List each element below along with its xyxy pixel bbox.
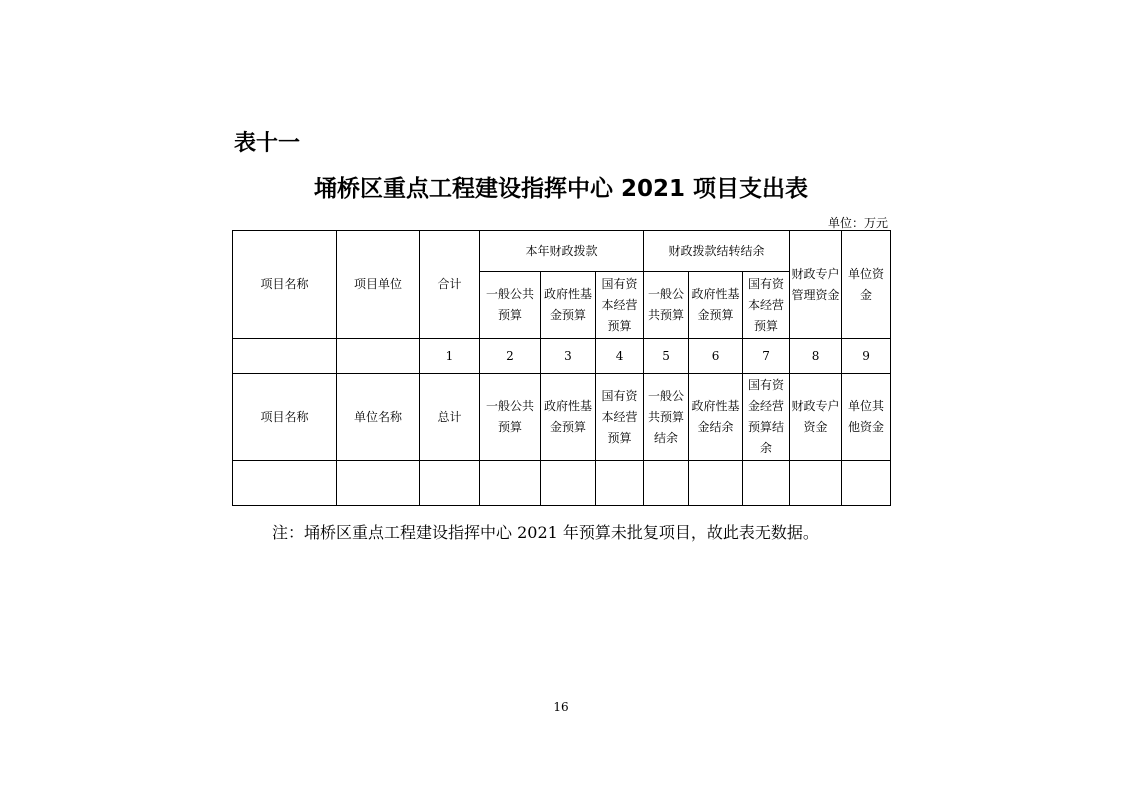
index-cell: 5 bbox=[644, 339, 689, 374]
project-expenditure-table bbox=[232, 230, 891, 506]
header2-project-name: 项目名称 bbox=[233, 374, 337, 461]
table-cell bbox=[337, 461, 420, 506]
header2-state-capital: 国有资本经营预算 bbox=[596, 374, 644, 461]
table-cell bbox=[233, 339, 337, 374]
table-cell bbox=[790, 461, 842, 506]
index-cell: 8 bbox=[790, 339, 842, 374]
unit-note: 单位：万元 bbox=[827, 216, 888, 230]
subheader-carry-general-public: 一般公共预算 bbox=[644, 272, 689, 339]
subheader-carry-gov-fund: 政府性基金预算 bbox=[689, 272, 743, 339]
index-cell: 1 bbox=[420, 339, 480, 374]
index-row bbox=[233, 339, 891, 374]
second-header-row bbox=[233, 374, 891, 461]
header2-carry-general-public: 一般公共预算结余 bbox=[644, 374, 689, 461]
header-total: 合计 bbox=[420, 231, 480, 339]
header-project-unit: 项目单位 bbox=[337, 231, 420, 339]
header-current-year-funding: 本年财政拨款 bbox=[480, 231, 644, 272]
subheader-carry-state-capital: 国有资本经营预算 bbox=[743, 272, 790, 339]
header-project-name: 项目名称 bbox=[233, 231, 337, 339]
page-title: 埇桥区重点工程建设指挥中心 2021 项目支出表 bbox=[313, 176, 809, 202]
index-cell: 7 bbox=[743, 339, 790, 374]
index-cell: 4 bbox=[596, 339, 644, 374]
header2-gov-fund: 政府性基金预算 bbox=[541, 374, 596, 461]
index-cell: 6 bbox=[689, 339, 743, 374]
subheader-gov-fund: 政府性基金预算 bbox=[541, 272, 596, 339]
table-cell bbox=[596, 461, 644, 506]
table-cell bbox=[420, 461, 480, 506]
header2-general-public: 一般公共预算 bbox=[480, 374, 541, 461]
index-cell: 3 bbox=[541, 339, 596, 374]
header-carryover-funding: 财政拨款结转结余 bbox=[644, 231, 790, 272]
table-row bbox=[233, 461, 891, 506]
subheader-state-capital: 国有资本经营预算 bbox=[596, 272, 644, 339]
table-label: 表十一 bbox=[234, 131, 301, 156]
header2-special-account: 财政专户资金 bbox=[790, 374, 842, 461]
index-cell: 2 bbox=[480, 339, 541, 374]
table-cell bbox=[337, 339, 420, 374]
header-unit-funds: 单位资金 bbox=[842, 231, 891, 339]
header-special-account: 财政专户管理资金 bbox=[790, 231, 842, 339]
header2-carry-state-capital: 国有资金经营预算结余 bbox=[743, 374, 790, 461]
header2-grand-total: 总计 bbox=[420, 374, 480, 461]
subheader-general-public: 一般公共预算 bbox=[480, 272, 541, 339]
page-number: 16 bbox=[553, 700, 569, 714]
table-cell bbox=[689, 461, 743, 506]
header2-other-funds: 单位其他资金 bbox=[842, 374, 891, 461]
table-cell bbox=[842, 461, 891, 506]
table-cell bbox=[480, 461, 541, 506]
table-cell bbox=[233, 461, 337, 506]
table-cell bbox=[644, 461, 689, 506]
header2-unit-name: 单位名称 bbox=[337, 374, 420, 461]
header-row bbox=[233, 231, 891, 272]
footnote: 注：埇桥区重点工程建设指挥中心 2021 年预算未批复项目，故此表无数据。 bbox=[272, 523, 819, 542]
table-cell bbox=[541, 461, 596, 506]
header2-carry-gov-fund: 政府性基金结余 bbox=[689, 374, 743, 461]
index-cell: 9 bbox=[842, 339, 891, 374]
table-cell bbox=[743, 461, 790, 506]
